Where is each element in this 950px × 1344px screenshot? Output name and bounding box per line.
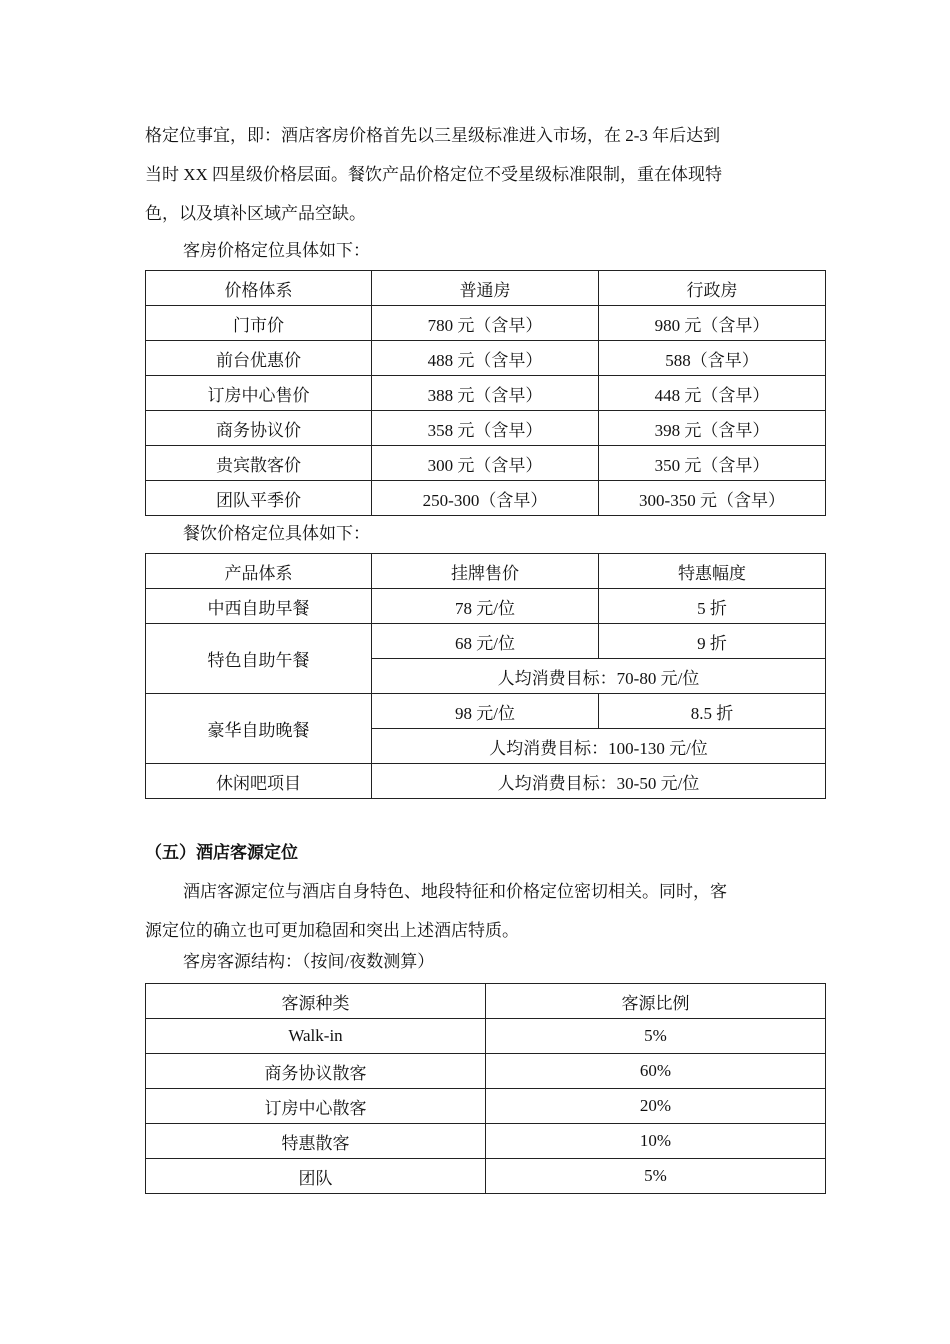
table-row [146,764,826,799]
table-row [146,1124,826,1159]
intro-line-3: 色，以及填补区域产品空缺。 [145,204,366,223]
table-header-row [146,984,826,1019]
table-cell: 5% [486,1159,826,1194]
table-cell: 300 元（含早） [372,446,599,481]
table-row [146,411,826,446]
dining-caption: 餐饮价格定位具体如下： [183,524,370,543]
table-cell: 68 元/位 [372,624,599,659]
table-cell: 388 元（含早） [372,376,599,411]
table-row [146,341,826,376]
section-para-line-2: 源定位的确立也可更加稳固和突出上述酒店特质。 [145,921,519,940]
table-header-cell: 产品体系 [146,554,372,589]
table-cell: 豪华自助晚餐 [146,694,372,764]
intro-line-2: 当时 XX 四星级价格层面。餐饮产品价格定位不受星级标准限制，重在体现特 [145,165,723,184]
guest-source-table [145,983,826,1194]
table-row [146,694,826,729]
section-heading: （五）酒店客源定位 [145,843,298,862]
table-cell: 贵宾散客价 [146,446,372,481]
table-row [146,306,826,341]
table-cell: 780 元（含早） [372,306,599,341]
table-header-cell: 普通房 [372,271,599,306]
table-header-cell: 客源比例 [486,984,826,1019]
table-header-row [146,271,826,306]
table-cell: 980 元（含早） [599,306,826,341]
room-price-caption: 客房价格定位具体如下： [183,241,370,260]
dining-price-table [145,553,826,799]
table-cell: 60% [486,1054,826,1089]
table-cell: 特惠散客 [146,1124,486,1159]
table-header-row [146,554,826,589]
table-cell: 10% [486,1124,826,1159]
table-cell: 78 元/位 [372,589,599,624]
table-cell: 300-350 元（含早） [599,481,826,516]
room-price-table [145,270,826,516]
table-cell: 488 元（含早） [372,341,599,376]
source-caption: 客房客源结构：（按间/夜数测算） [183,952,435,971]
table-cell: 588（含早） [599,341,826,376]
table-cell: 休闲吧项目 [146,764,372,799]
table-cell: 250-300（含早） [372,481,599,516]
table-cell: 20% [486,1089,826,1124]
table-row [146,481,826,516]
table-row [146,624,826,659]
table-cell: 448 元（含早） [599,376,826,411]
table-cell: 特色自助午餐 [146,624,372,694]
table-cell: 358 元（含早） [372,411,599,446]
table-header-cell: 价格体系 [146,271,372,306]
table-cell: 团队平季价 [146,481,372,516]
table-row [146,1019,826,1054]
section-para-line-1: 酒店客源定位与酒店自身特色、地段特征和价格定位密切相关。同时，客 [183,882,727,901]
table-cell: 8.5 折 [599,694,826,729]
table-cell: 商务协议散客 [146,1054,486,1089]
table-cell: 中西自助早餐 [146,589,372,624]
table-cell: 门市价 [146,306,372,341]
table-cell: 5 折 [599,589,826,624]
table-row [146,376,826,411]
table-cell: 前台优惠价 [146,341,372,376]
table-cell: 98 元/位 [372,694,599,729]
table-cell: 订房中心散客 [146,1089,486,1124]
table-header-cell: 行政房 [599,271,826,306]
table-cell: 5% [486,1019,826,1054]
table-cell: 9 折 [599,624,826,659]
table-row [146,589,826,624]
table-cell: Walk-in [146,1019,486,1054]
table-cell: 398 元（含早） [599,411,826,446]
table-row [146,1089,826,1124]
table-row [146,1159,826,1194]
table-cell: 商务协议价 [146,411,372,446]
table-cell: 人均消费目标：100-130 元/位 [372,729,826,764]
table-row [146,446,826,481]
table-header-cell: 客源种类 [146,984,486,1019]
table-cell: 订房中心售价 [146,376,372,411]
table-header-cell: 挂牌售价 [372,554,599,589]
table-cell: 350 元（含早） [599,446,826,481]
intro-line-1: 格定位事宜，即：酒店客房价格首先以三星级标准进入市场，在 2-3 年后达到 [145,126,721,145]
table-cell: 团队 [146,1159,486,1194]
table-cell: 人均消费目标：70-80 元/位 [372,659,826,694]
table-header-cell: 特惠幅度 [599,554,826,589]
table-cell: 人均消费目标：30-50 元/位 [372,764,826,799]
table-row [146,1054,826,1089]
